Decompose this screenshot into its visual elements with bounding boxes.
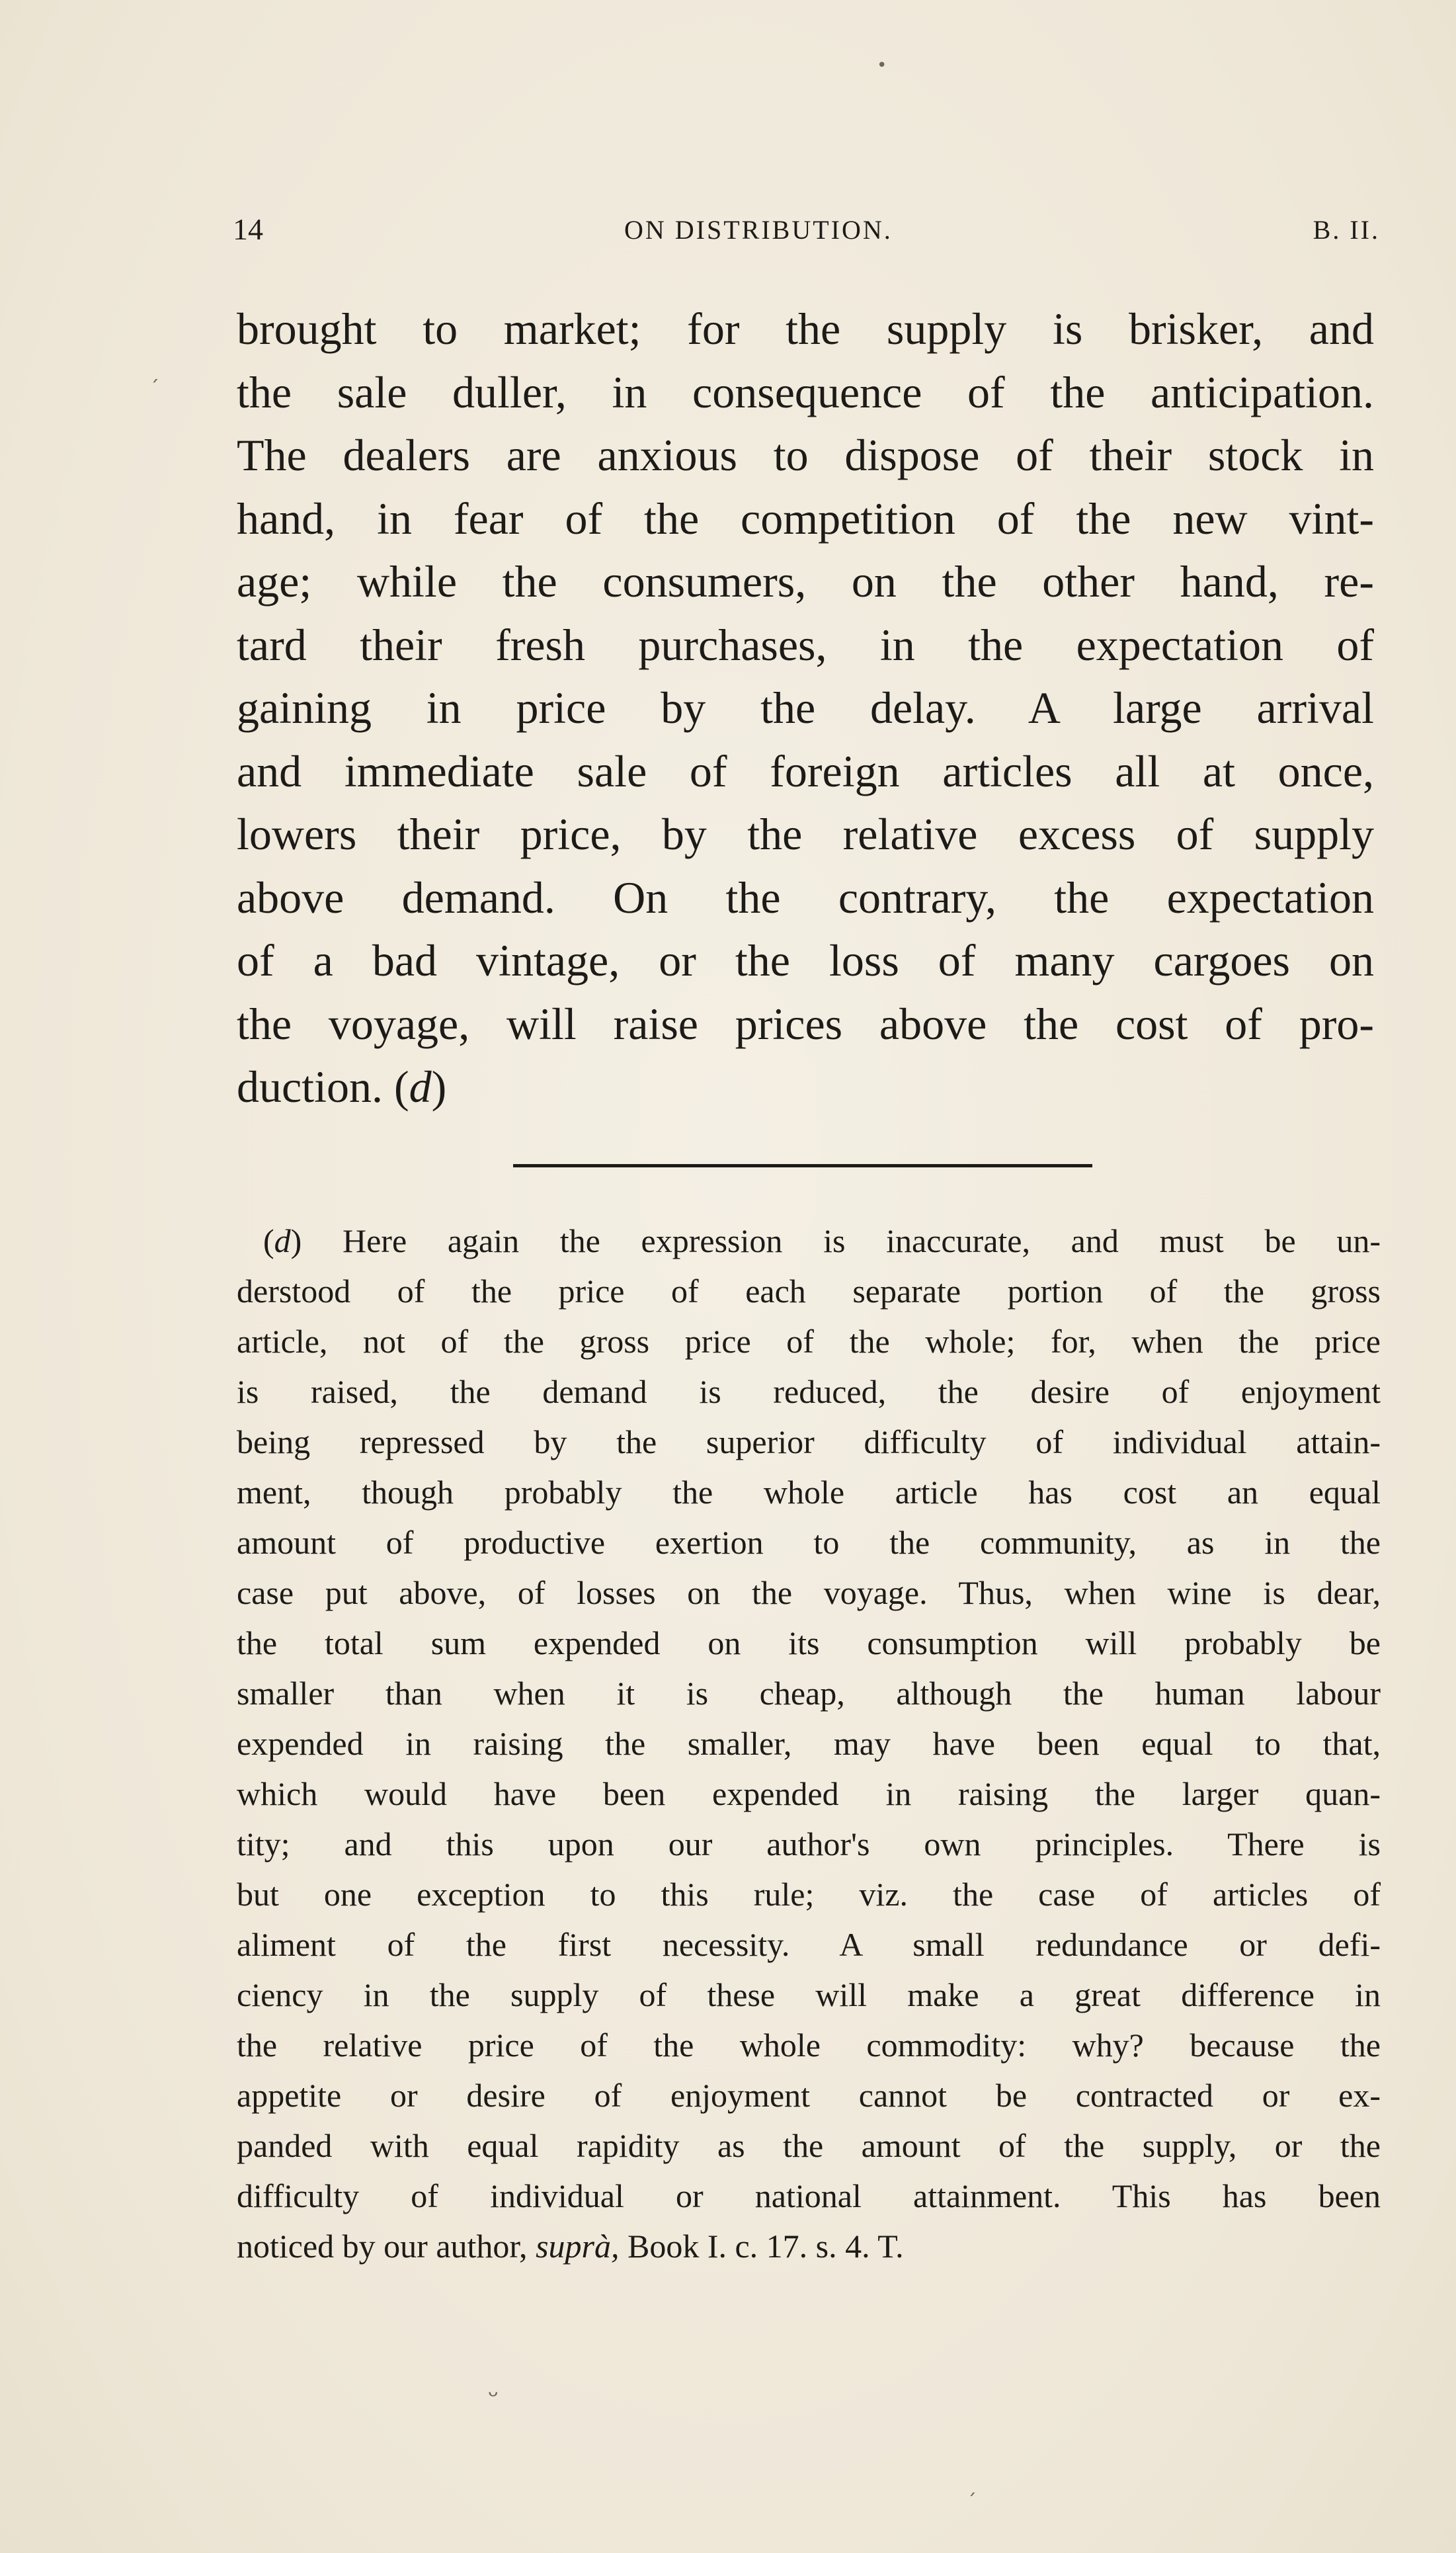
footnote-line: ciency in the supply of these will make a great difference in xyxy=(237,1976,1381,2013)
footnote-line: but one exception to this rule; viz. the case of articles of xyxy=(237,1876,1381,1913)
footnote-separator-rule xyxy=(513,1164,1092,1167)
ink-speck: ˊ xyxy=(149,377,159,400)
main-text-line: gaining in price by the delay. A large arrival xyxy=(237,683,1374,733)
ink-speck: ᵕ xyxy=(488,2381,499,2411)
footnote-line: case put above, of losses on the voyage. Thus, when wine is dear, xyxy=(237,1574,1381,1611)
footnote-line: derstood of the price of each separate portion of the gross xyxy=(237,1273,1381,1310)
main-text-line: The dealers are anxious to dispose of their stock in xyxy=(237,430,1374,480)
main-text-line: lowers their price, by the relative excess of supply xyxy=(237,809,1374,859)
last-line-text: duction. ( xyxy=(237,1062,409,1112)
main-paragraph xyxy=(237,298,1374,1119)
footnote-line: amount of productive exertion to the community, as in the xyxy=(237,1524,1381,1561)
footnote-last-line xyxy=(237,2221,1381,2271)
main-text-line: age; while the consumers, on the other hand, re- xyxy=(237,556,1374,607)
footnote-line: panded with equal rapidity as the amount of the supply, or the xyxy=(237,2127,1381,2164)
footnote-marker-open: ( xyxy=(263,1222,274,1259)
footnote xyxy=(237,1216,1381,2271)
main-text-line: the sale duller, in consequence of the anticipation. xyxy=(237,366,1374,417)
footnote-first-line xyxy=(237,1216,1381,1266)
book-number: B. II. xyxy=(1313,215,1380,245)
footnote-line: smaller than when it is cheap, although the human labour xyxy=(237,1675,1381,1712)
footnote-marker-close: ) xyxy=(290,1222,302,1259)
footnote-line: aliment of the first necessity. A small redundance or defi- xyxy=(237,1926,1381,1963)
footnote-line: is raised, the demand is reduced, the desire of enjoyment xyxy=(237,1373,1381,1410)
page-number: 14 xyxy=(233,212,263,246)
main-text-line: of a bad vintage, or the loss of many cargoes on xyxy=(237,935,1374,985)
running-title: ON DISTRIBUTION. xyxy=(624,215,893,245)
footnote-line: the relative price of the whole commodity: why? because the xyxy=(237,2027,1381,2064)
footnote-citation: Book I. c. 17. s. 4. T. xyxy=(619,2228,904,2265)
main-text-line: hand, in fear of the competition of the new vint- xyxy=(237,493,1374,544)
main-text-line: the voyage, will raise prices above the cost of pro- xyxy=(237,998,1374,1049)
footnote-last-line-text: noticed by our author, xyxy=(237,2228,536,2265)
footnote-line: the total sum expended on its consumption will probably be xyxy=(237,1624,1381,1661)
footnote-line: difficulty of individual or national attainment. This has been xyxy=(237,2177,1381,2214)
footnote-line: which would have been expended in raising the larger quan- xyxy=(237,1775,1381,1812)
footnote-supra: suprà, xyxy=(536,2228,620,2265)
footnote-first-line-text: Here again the expression is inaccurate, and must be un- xyxy=(302,1222,1381,1259)
last-line-close: ) xyxy=(431,1062,447,1112)
footnote-line: expended in raising the smaller, may have been equal to that, xyxy=(237,1725,1381,1762)
ink-speck: • xyxy=(877,56,887,75)
footnote-line: article, not of the gross price of the whole; for, when the price xyxy=(237,1323,1381,1360)
footnote-marker: d xyxy=(274,1222,291,1259)
footnote-line: tity; and this upon our author's own principles. There is xyxy=(237,1825,1381,1862)
main-text-line: brought to market; for the supply is brisker, and xyxy=(237,304,1374,354)
main-text-last-line xyxy=(237,1056,1374,1119)
running-head xyxy=(233,212,1380,251)
footnote-reference[interactable]: d xyxy=(409,1062,432,1112)
main-text-line: and immediate sale of foreign articles all at once, xyxy=(237,745,1374,796)
footnote-line: ment, though probably the whole article has cost an equal xyxy=(237,1474,1381,1511)
footnote-line: being repressed by the superior difficulty of individual attain- xyxy=(237,1423,1381,1460)
ink-speck: ˏ xyxy=(967,2474,977,2497)
footnote-line: appetite or desire of enjoyment cannot be contracted or ex- xyxy=(237,2077,1381,2114)
main-text-line: above demand. On the contrary, the expectation xyxy=(237,872,1374,923)
main-text-line: tard their fresh purchases, in the expectation of xyxy=(237,619,1374,670)
